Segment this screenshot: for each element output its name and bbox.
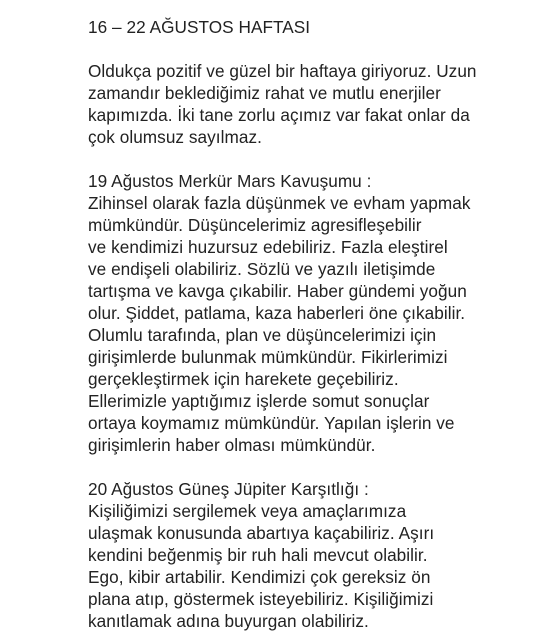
paragraph-spacer (88, 148, 528, 170)
document-title: 16 – 22 AĞUSTOS HAFTASI (88, 17, 311, 37)
paragraph-spacer (88, 38, 528, 60)
text-line: Ego, kibir artabilir. Kendimizi çok gereksiz ön (88, 567, 431, 587)
intro-paragraph (88, 60, 528, 148)
text-line: tartışma ve kavga çıkabilir. Haber gündemi yoğun (88, 281, 467, 301)
text-line: mümkündür. Düşüncelerimiz agresifleşebilir (88, 215, 422, 235)
text-line: kanıtlamak adına buyurgan olabiliriz. (88, 611, 369, 631)
text-line: Kişiliğimizi sergilemek veya amaçlarımıza (88, 501, 407, 521)
text-line: girişimlerin haber olması mümkündür. (88, 435, 376, 455)
text-line: olur. Şiddet, patlama, kaza haberleri öne çıkabilir. (88, 303, 466, 323)
text-line: kapımızda. İki tane zorlu açımız var fakat onlar da (88, 105, 470, 125)
section-mercury-mars (88, 170, 528, 456)
text-line: çok olumsuz sayılmaz. (88, 127, 262, 147)
text-line: ve endişeli olabiliriz. Sözlü ve yazılı iletişimde (88, 259, 436, 279)
text-line: ortaya koymamız mümkündür. Yapılan işlerin ve (88, 413, 455, 433)
text-line: ve kendimizi huzursuz edebiliriz. Fazla eleştirel (88, 237, 448, 257)
text-line: Oldukça pozitif ve güzel bir haftaya giriyoruz. Uzun (88, 61, 477, 81)
section-sun-jupiter (88, 478, 528, 632)
text-line: Zihinsel olarak fazla düşünmek ve evham yapmak (88, 193, 471, 213)
text-line: ulaşmak konusunda abartıya kaçabiliriz. Aşırı (88, 523, 435, 543)
text-line: plana atıp, göstermek isteyebiliriz. Kişiliğimizi (88, 589, 434, 609)
section-heading: 20 Ağustos Güneş Jüpiter Karşıtlığı : (88, 479, 369, 499)
text-line: gerçekleştirmek için harekete geçebiliriz. (88, 369, 399, 389)
text-line: girişimlerde bulunmak mümkündür. Fikirlerimizi (88, 347, 448, 367)
section-heading: 19 Ağustos Merkür Mars Kavuşumu : (88, 171, 372, 191)
text-line: Olumlu tarafında, plan ve düşüncelerimizi için (88, 325, 437, 345)
text-line: zamandır beklediğimiz rahat ve mutlu enerjiler (88, 83, 441, 103)
document-body (88, 16, 528, 632)
paragraph-spacer (88, 456, 528, 478)
text-line: kendini beğenmiş bir ruh hali mevcut olabilir. (88, 545, 428, 565)
text-line: Ellerimizle yaptığımız işlerde somut sonuçlar (88, 391, 430, 411)
